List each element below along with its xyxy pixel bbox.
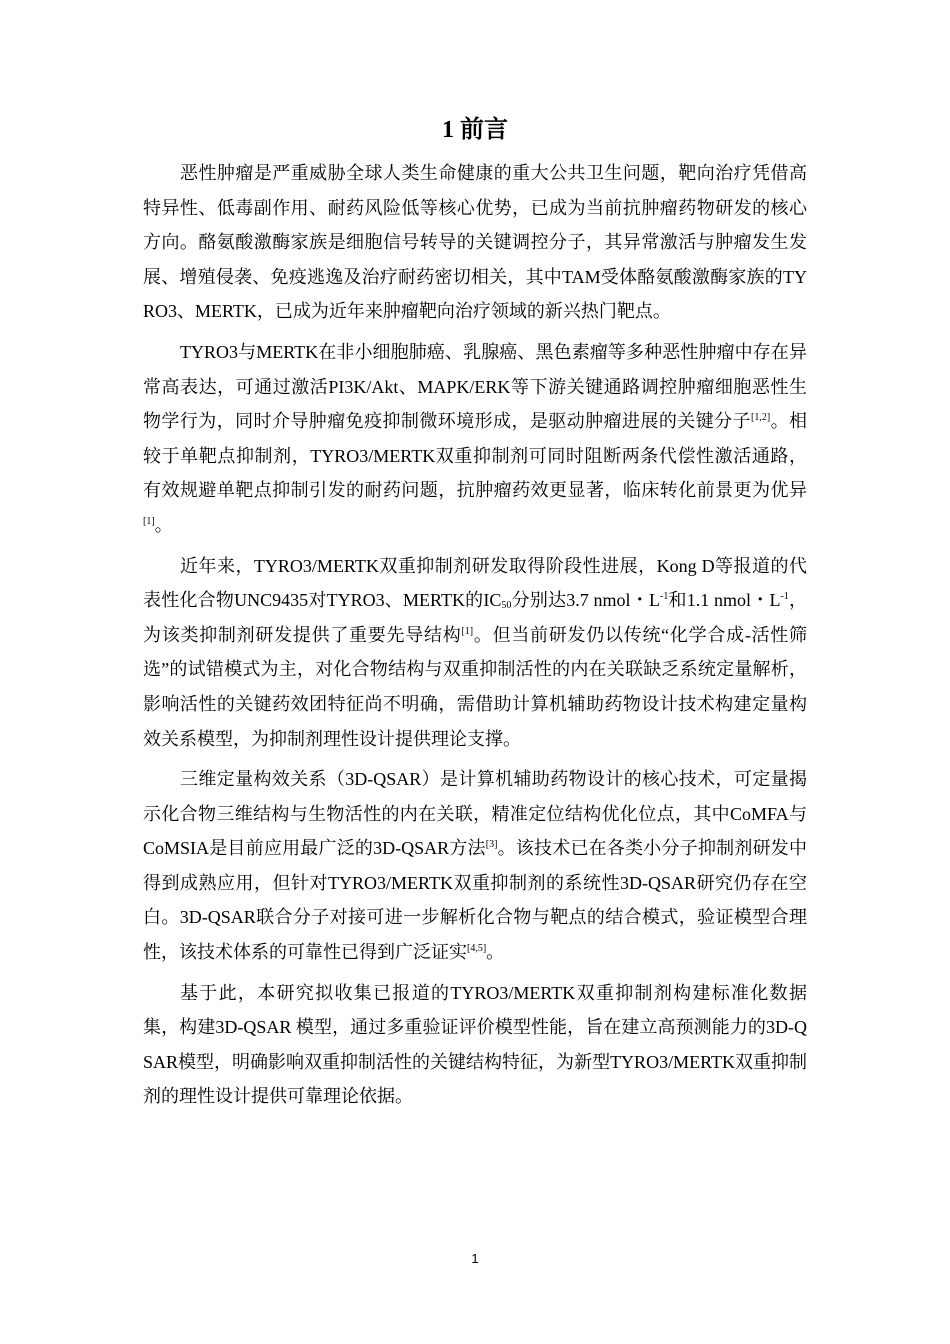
paragraph-4-text-b: 。该技术已在各类小分子抑制剂研发中得到成熟应用，但针对TYRO3/MERTK双重抑制剂的系统性3D-QSAR研究仍存在空白。3D-QSAR联合分子对接可进一步解析化合物与靶点的结合模式，验证模型合理性，该技术体系的可靠性已得到广泛证实 (143, 838, 807, 963)
body-text (143, 156, 807, 1120)
paragraph-3-text-d: ，为该类抑制剂研发提供了重要先导结构 (143, 590, 808, 645)
paragraph-2-text-a: TYRO3与MERTK在非小细胞肺癌、乳腺癌、黑色素瘤等多种恶性肿瘤中存在异常高表达，可通过激活PI3K/Akt、MAPK/ERK等下游关键通路调控肿瘤细胞恶性生物学行为，同时介导肿瘤免疫抑制微环境形成，是驱动肿瘤进展的关键分子 (143, 341, 807, 432)
paragraph-3-text-b: 分别达3.7 nmol・L (511, 590, 660, 611)
ic50-subscript: 50 (501, 600, 512, 612)
unit-exponent: -1 (780, 591, 789, 603)
paragraph-5: 基于此，本研究拟收集已报道的TYRO3/MERTK双重抑制剂构建标准化数据集，构建3D-QSAR 模型，通过多重验证评价模型性能，旨在建立高预测能力的3D-QSAR模型，明确影响双重抑制活性的关键结构特征，为新型TYRO3/MERTK双重抑制剂的理性设计提供可靠理论依据。 (143, 982, 807, 1107)
citation-ref: [1] (461, 625, 474, 637)
paragraph-3 (143, 549, 807, 757)
citation-ref: [1,2] (750, 412, 771, 424)
citation-ref: [3] (485, 839, 498, 851)
page-number: 1 (471, 1251, 479, 1266)
paragraph-4-text-a: 三维定量构效关系（3D-QSAR）是计算机辅助药物设计的核心技术，可定量揭示化合物三维结构与生物活性的内在关联，精准定位结构优化位点，其中CoMFA与CoMSIA是目前应用最广泛的3D-QSAR方法 (143, 769, 807, 859)
paragraph-2 (143, 335, 807, 543)
section-heading: 1 前言 (442, 117, 508, 143)
unit-exponent: -1 (659, 591, 669, 603)
citation-ref: [4,5] (467, 943, 487, 955)
paragraph-4 (143, 762, 807, 970)
paragraph-3-text-a: 近年来，TYRO3/MERTK双重抑制剂研发取得阶段性进展，Kong D等报道的代表性化合物UNC9435对TYRO3、MERTK的IC (143, 555, 807, 611)
paragraph-2-text-c: 。 (154, 514, 173, 535)
paragraph-2-text-b: 。相较于单靶点抑制剂，TYRO3/MERTK双重抑制剂可同时阻断两条代偿性激活通路，有效规避单靶点抑制引发的耐药问题，抗肿瘤药效更显著，临床转化前景更为优异 (143, 411, 808, 501)
paragraph-3-text-c: 和1.1 nmol・L (668, 590, 781, 611)
citation-ref: [1] (143, 515, 155, 527)
paragraph-1: 恶性肿瘤是严重威胁全球人类生命健康的重大公共卫生问题，靶向治疗凭借高特异性、低毒副作用、耐药风险低等核心优势，已成为当前抗肿瘤药物研发的核心方向。酪氨酸激酶家族是细胞信号转导的关键调控分子，其异常激活与肿瘤发生发展、增殖侵袭、免疫逃逸及治疗耐药密切相关，其中TAM受体酪氨酸激酶家族的TYRO3、MERTK，已成为近年来肿瘤靶向治疗领域的新兴热门靶点。 (143, 163, 807, 322)
paragraph-3-text-e: 。但当前研发仍以传统“化学合成-活性筛选”的试错模式为主，对化合物结构与双重抑制活性的内在关联缺乏系统定量解析，影响活性的关键药效团特征尚不明确，需借助计算机辅助药物设计技术构建定量构效关系模型，为抑制剂理性设计提供理论支撑。 (143, 624, 808, 749)
paragraph-4-text-c: 。 (486, 942, 505, 963)
